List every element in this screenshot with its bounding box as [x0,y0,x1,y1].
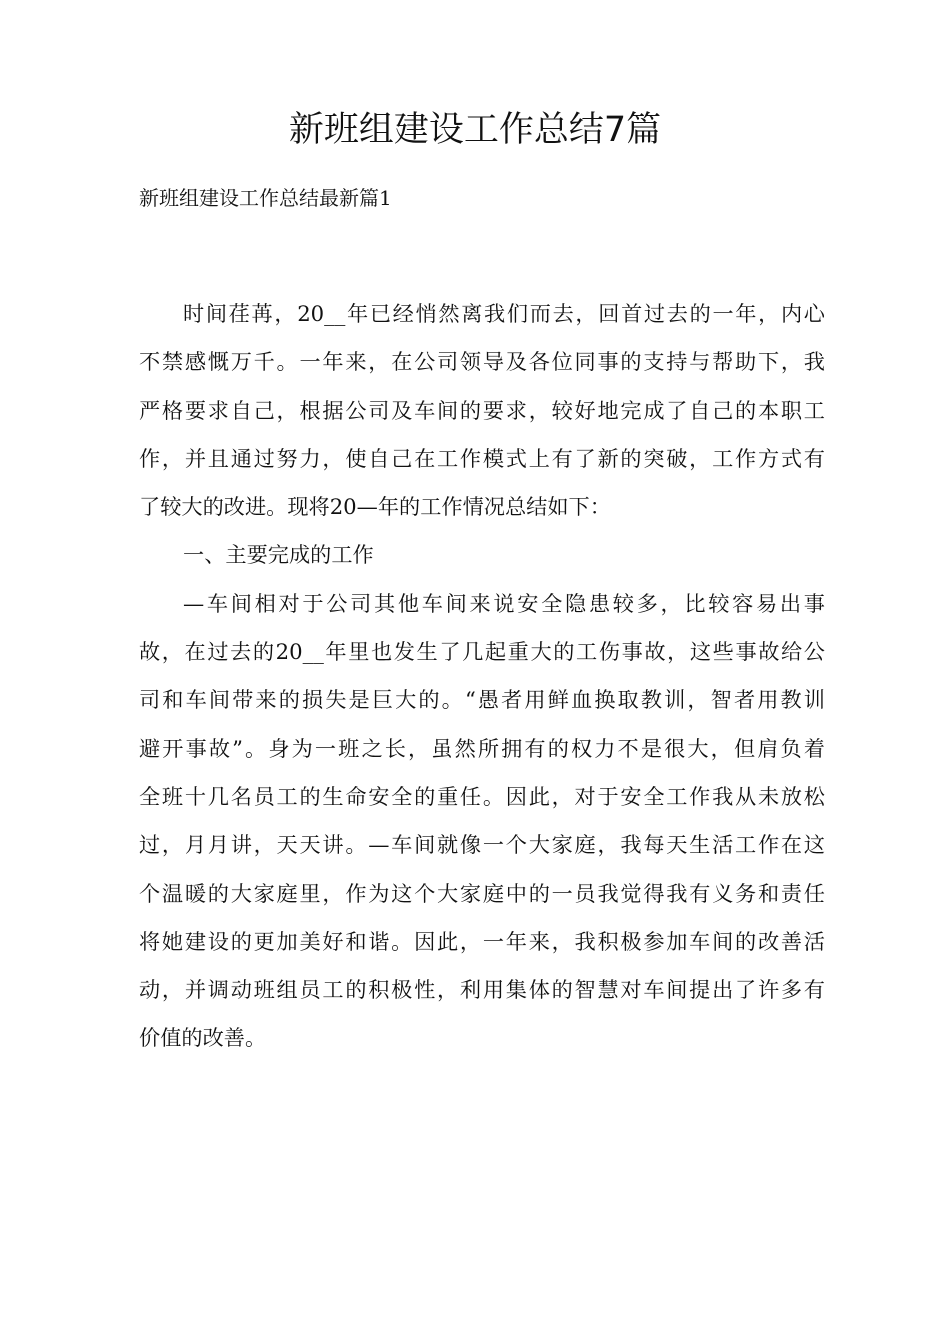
text-line: 严格要求自己，根据公司及车间的要求，较好地完成了自己的本职工 [139,397,825,423]
text-line: 时间荏苒，20__年已经悄然离我们而去，回首过去的一年，内心 [183,301,825,326]
text-line: 全班十几名员工的生命安全的重任。因此，对于安全工作我从未放松 [139,783,825,809]
text-line: 过，月月讲，天天讲。—车间就像一个大家庭，我每天生活工作在这 [139,832,825,858]
text-line: —车间相对于公司其他车间来说安全隐患较多，比较容易出事 [183,590,825,616]
paragraph-3 [139,580,825,1063]
text-line: 司和车间带来的损失是巨大的。“愚者用鲜血换取教训，智者用教训 [139,687,825,713]
text-line: 不禁感慨万千。一年来，在公司领导及各位同事的支持与帮助下，我 [139,349,825,375]
text-line: 避开事故”。身为一班之长，虽然所拥有的权力不是很大，但肩负着 [139,735,825,761]
section-subtitle: 新班组建设工作总结最新篇1 [139,186,392,210]
text-line: 动，并调动班组员工的积极性，利用集体的智慧对车间提出了许多有 [139,977,825,1003]
section-heading: 一、主要完成的工作 [183,542,374,568]
text-line: 故，在过去的20__年里也发生了几起重大的工伤事故，这些事故给公 [139,639,825,665]
text-line: 将她建设的更加美好和谐。因此，一年来，我积极参加车间的改善活 [139,928,825,954]
text-line: 了较大的改进。现将20—年的工作情况总结如下： [139,494,611,520]
paragraph-1 [139,290,825,531]
text-line: 作，并且通过努力，使自己在工作模式上有了新的突破，工作方式有 [139,445,825,471]
paragraph-2-heading [139,531,825,579]
text-line: 个温暖的大家庭里，作为这个大家庭中的一员我觉得我有义务和责任 [139,880,825,906]
text-line: 价值的改善。 [139,1025,267,1051]
document-title: 新班组建设工作总结7篇 [288,110,662,150]
document-body [139,290,825,1063]
